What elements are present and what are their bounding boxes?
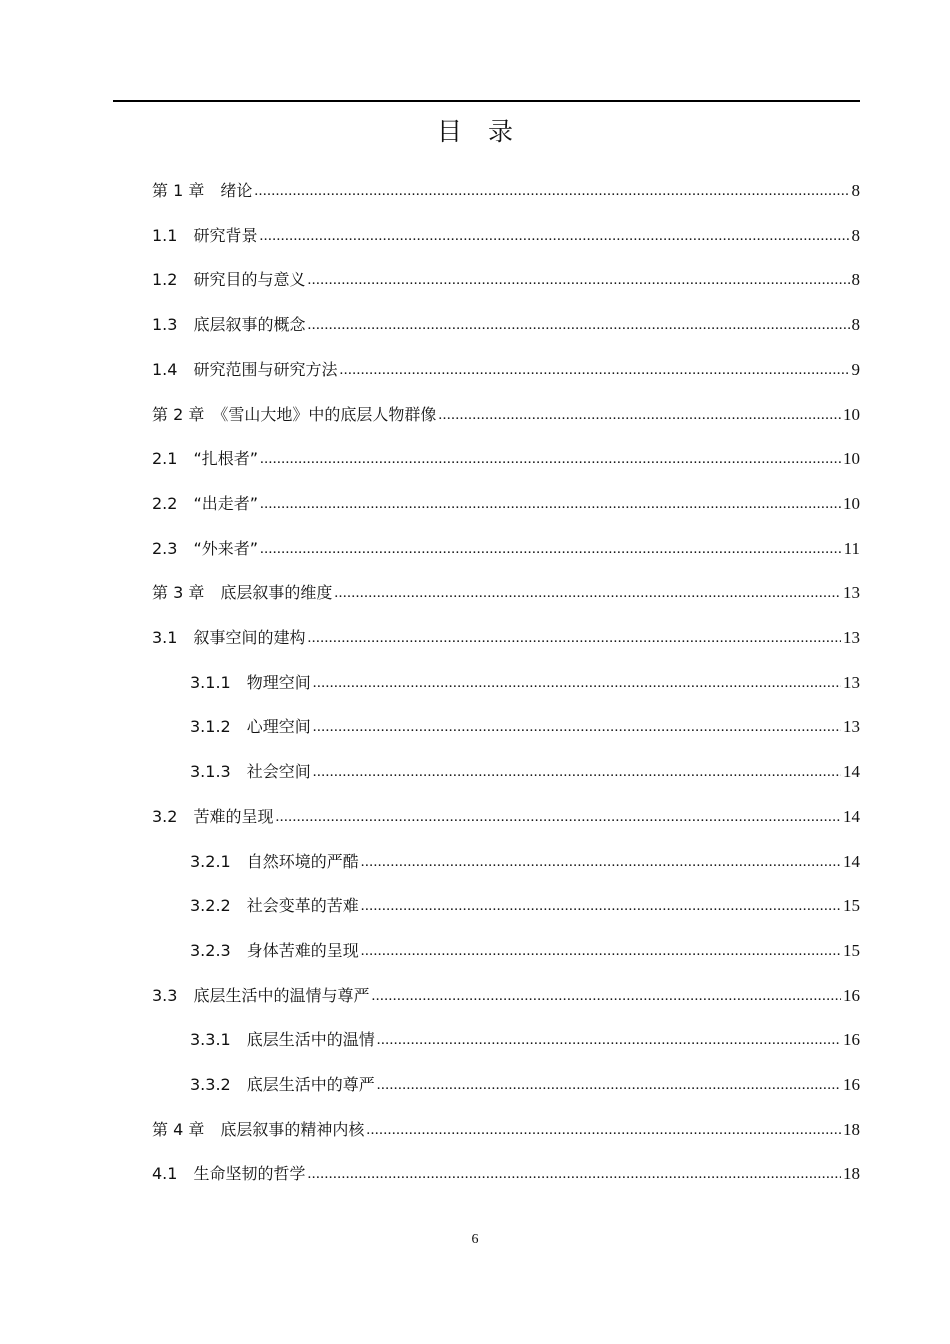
toc-entry-label: 第 2 章 《雪山大地》中的底层人物群像 bbox=[152, 404, 437, 424]
toc-entry[interactable] bbox=[190, 664, 860, 694]
toc-entry-page: 14 bbox=[843, 851, 860, 871]
page-number: 6 bbox=[471, 1232, 479, 1247]
toc-entry-page: 13 bbox=[843, 583, 860, 603]
toc-entry[interactable] bbox=[190, 843, 860, 873]
toc-entry-label: 1.1 研究背景 bbox=[152, 225, 258, 245]
toc-entry-page: 18 bbox=[843, 1164, 860, 1184]
toc-dot-leader bbox=[313, 716, 841, 738]
toc-dot-leader bbox=[361, 895, 841, 917]
toc-entry-label: 1.3 底层叙事的概念 bbox=[152, 315, 306, 335]
toc-entry[interactable] bbox=[190, 887, 860, 917]
toc-entry-page: 16 bbox=[843, 985, 860, 1005]
toc-entry-label: 4.1 生命坚韧的哲学 bbox=[152, 1164, 306, 1184]
toc-entry[interactable] bbox=[152, 485, 860, 515]
toc-entry-page: 13 bbox=[843, 628, 860, 647]
toc-dot-leader bbox=[334, 582, 841, 604]
toc-entry[interactable] bbox=[152, 172, 860, 202]
toc-entry-label: 3.3.1 底层生活中的温情 bbox=[190, 1030, 375, 1050]
toc-entry[interactable] bbox=[190, 1021, 860, 1051]
toc-entry[interactable] bbox=[152, 351, 860, 381]
toc-entry-page: 16 bbox=[843, 1075, 860, 1094]
toc-dot-leader bbox=[438, 404, 841, 426]
toc-dot-leader bbox=[339, 359, 849, 381]
toc-dot-leader bbox=[260, 493, 841, 515]
toc-entry-label: 第 3 章 底层叙事的维度 bbox=[152, 583, 333, 603]
toc-dot-leader bbox=[307, 269, 849, 291]
header-rule bbox=[113, 100, 860, 102]
toc-entry[interactable] bbox=[152, 977, 860, 1007]
toc-dot-leader bbox=[259, 225, 849, 247]
toc-entry-label: 2.2 “出走者” bbox=[152, 493, 259, 513]
toc-entry-label: 3.2.3 身体苦难的呈现 bbox=[190, 940, 359, 960]
toc-entry-page: 10 bbox=[843, 449, 860, 469]
toc-entry-page: 16 bbox=[843, 1030, 860, 1050]
toc-entry[interactable] bbox=[190, 932, 860, 962]
toc-dot-leader bbox=[371, 985, 841, 1007]
toc-entry[interactable] bbox=[152, 440, 860, 470]
toc-entry-page: 14 bbox=[843, 762, 860, 782]
toc-entry-label: 1.2 研究目的与意义 bbox=[152, 270, 306, 290]
toc-dot-leader bbox=[361, 940, 841, 962]
toc-entry-label: 3.2.1 自然环境的严酷 bbox=[190, 851, 359, 871]
toc-entry[interactable] bbox=[152, 1155, 860, 1185]
toc-entry[interactable] bbox=[190, 708, 860, 738]
toc-dot-leader bbox=[361, 851, 841, 873]
toc-dot-leader bbox=[307, 314, 849, 336]
toc-entry-page: 9 bbox=[851, 359, 860, 379]
toc-entry-page: 13 bbox=[843, 672, 860, 692]
toc-dot-leader bbox=[377, 1029, 841, 1051]
toc-dot-leader bbox=[254, 180, 849, 202]
toc-entry-page: 10 bbox=[843, 493, 860, 513]
toc-entry-label: 3.3.2 底层生活中的尊严 bbox=[190, 1075, 375, 1094]
toc-entry[interactable] bbox=[152, 530, 860, 560]
toc-entry[interactable] bbox=[152, 574, 860, 604]
toc-entry-page: 18 bbox=[843, 1119, 860, 1139]
toc-dot-leader bbox=[275, 806, 841, 828]
toc-entry-label: 3.1.3 社会空间 bbox=[190, 762, 311, 782]
toc-entry[interactable] bbox=[190, 1066, 860, 1096]
toc-dot-leader bbox=[313, 672, 841, 694]
toc-entry-page: 15 bbox=[843, 896, 860, 916]
toc-entry-label: 第 4 章 底层叙事的精神内核 bbox=[152, 1119, 365, 1139]
toc-entry-label: 2.1 “扎根者” bbox=[152, 449, 259, 469]
toc-entry[interactable] bbox=[152, 1111, 860, 1141]
toc-entry-label: 第 1 章 绪论 bbox=[152, 181, 253, 200]
toc-entry-label: 3.2.2 社会变革的苦难 bbox=[190, 896, 359, 916]
toc-entry[interactable] bbox=[190, 753, 860, 783]
toc-entry[interactable] bbox=[152, 798, 860, 828]
toc-entry-label: 3.1.2 心理空间 bbox=[190, 717, 311, 737]
toc-entry-page: 8 bbox=[851, 181, 860, 200]
toc-entry[interactable] bbox=[152, 261, 860, 291]
toc-entry-page: 11 bbox=[843, 538, 860, 558]
toc-dot-leader bbox=[260, 538, 842, 560]
toc-entry-label: 3.2 苦难的呈现 bbox=[152, 806, 274, 826]
toc-entry-label: 2.3 “外来者” bbox=[152, 538, 259, 558]
toc-entry[interactable] bbox=[152, 619, 860, 649]
toc-dot-leader bbox=[260, 448, 841, 470]
toc-entry-label: 1.4 研究范围与研究方法 bbox=[152, 359, 338, 379]
toc-entry-page: 14 bbox=[843, 806, 860, 826]
toc-entry-label: 3.1.1 物理空间 bbox=[190, 672, 311, 692]
toc-entry-label: 3.3 底层生活中的温情与尊严 bbox=[152, 985, 370, 1005]
toc-entry-page: 13 bbox=[843, 717, 860, 737]
toc-title: 目录 bbox=[436, 117, 539, 146]
toc-dot-leader bbox=[377, 1074, 841, 1096]
toc-entry[interactable] bbox=[152, 306, 860, 336]
toc-entry-page: 15 bbox=[843, 940, 860, 960]
toc-entry[interactable] bbox=[152, 396, 860, 426]
toc-entry-page: 8 bbox=[851, 315, 860, 335]
toc-dot-leader bbox=[313, 761, 841, 783]
toc-entry-page: 8 bbox=[851, 225, 860, 245]
toc-entry-label: 3.1 叙事空间的建构 bbox=[152, 628, 306, 647]
toc-dot-leader bbox=[307, 1163, 841, 1185]
toc-entry[interactable] bbox=[152, 217, 860, 247]
toc-dot-leader bbox=[307, 627, 841, 649]
toc-entry-page: 8 bbox=[851, 270, 860, 290]
toc-dot-leader bbox=[366, 1119, 841, 1141]
toc-entry-page: 10 bbox=[843, 404, 860, 424]
